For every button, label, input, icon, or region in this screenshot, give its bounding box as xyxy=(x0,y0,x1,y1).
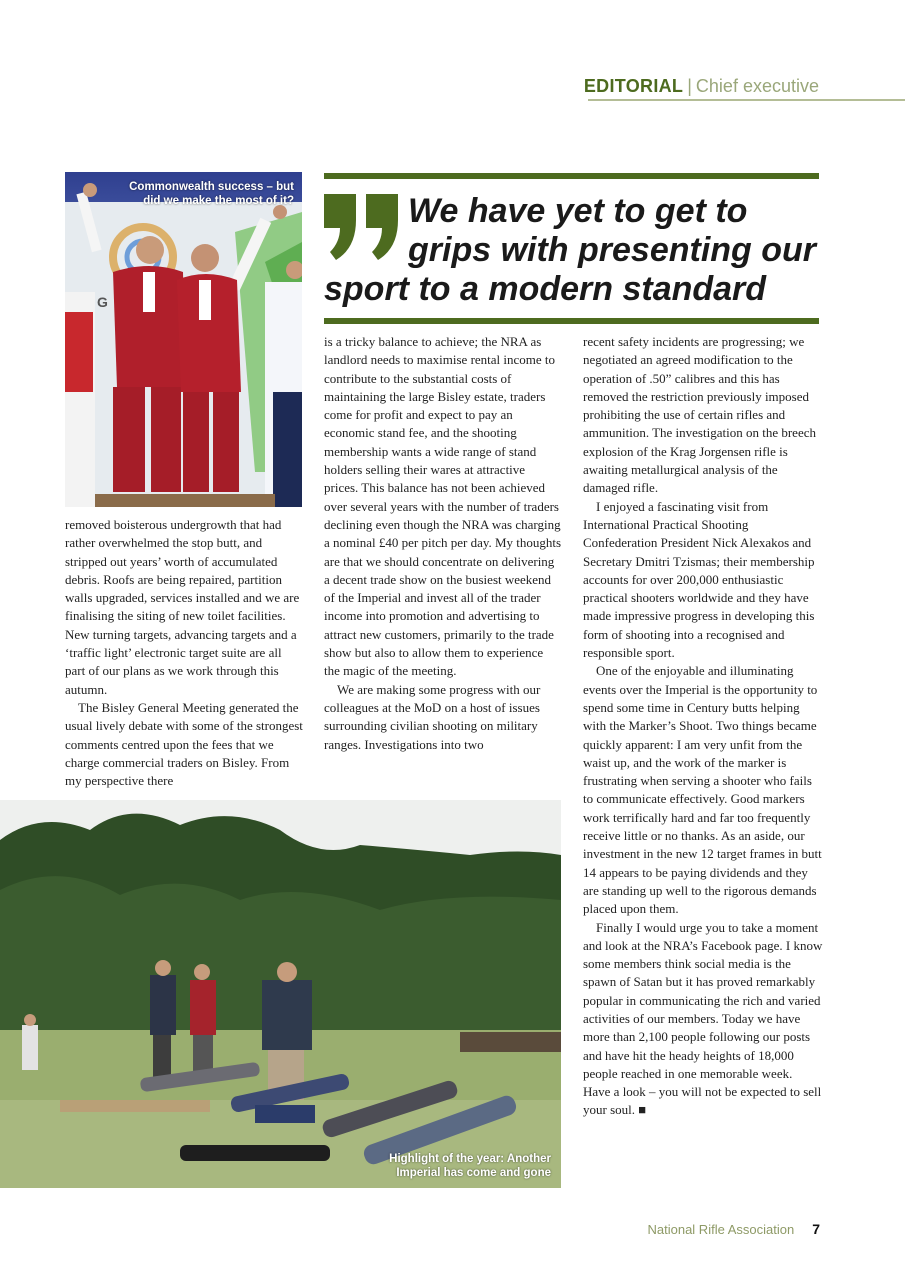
publication-name: National Rifle Association xyxy=(647,1222,795,1237)
article-column-3 xyxy=(583,333,823,1120)
range-photo xyxy=(0,800,561,1188)
pull-quote xyxy=(324,192,819,309)
quote-rule-top xyxy=(324,173,819,179)
pull-quote-line-2: grips with presenting our xyxy=(408,231,817,269)
paragraph: recent safety incidents are progressing; we negotiated an agreed modification to the operation of .50” calibres and this has removed the restriction previously imposed prohibiting the use of certain rifles and ammunition. The investigation on the breech explosion of the Krag Jorgensen rifle is awaiting metallurgical analysis of the damaged rifle. xyxy=(583,334,816,496)
section-subtitle: Chief executive xyxy=(695,76,819,96)
article-column-1 xyxy=(65,516,305,790)
section-header xyxy=(584,76,819,97)
paragraph: We are making some progress with our colleagues at the MoD on a host of issues surrounding civilian shooting on military ranges. Investigations into two xyxy=(324,681,541,752)
section-title: EDITORIAL xyxy=(583,76,684,96)
pull-quote-line-3: sport to a modern standard xyxy=(324,270,767,308)
paragraph: The Bisley General Meeting generated the usual lively debate with some of the strongest comments centred upon the fees that we charge commercial traders on Bisley. From my perspective there xyxy=(65,699,303,789)
pull-quote-line-1: We have yet to get to xyxy=(408,192,748,230)
paragraph: One of the enjoyable and illuminating events over the Imperial is the opportunity to spend some time in Century butts helping with the Marker’s Shoot. Two things became quickly apparent: I am very unfit from the waist up, and the work of the marker is frustrating when serving a shooter who fails to communicate effectively. Good markers work terrifically hard and far too frequently receive little or no thanks. As an aside, our investment in the new 12 target frames in butt 14 appears to be paying dividends and they are standing up well to the rigorous demands placed upon them. xyxy=(583,663,822,917)
header-separator: | xyxy=(687,76,692,96)
photo-caption-bottom: Highlight of the year: Another Imperial has come and gone xyxy=(389,1153,551,1179)
paragraph: I enjoyed a fascinating visit from International Practical Shooting Confederation President Nick Alexakos and Secretary Dmitri Tzismas; their membership accounts for over 200,000 enthusiastic practical shooters worldwide and they have made impressive progress in developing this form of shooting into a recognised and responsible sport. xyxy=(583,498,815,661)
page-number: 7 xyxy=(812,1221,820,1237)
paragraph: is a tricky balance to achieve; the NRA as landlord needs to maximise rental income to contribute to the substantial costs of maintaining the large Bisley estate, traders come for profit and expect to pay an economic stand fee, and the shooting membership wants a wide range of stand holders selling their wares at attractive prices. This balance has not been achieved over several years with the number of traders declining even though the NRA was charging a nominal £40 per pitch per day. My thoughts are that we should concentrate on delivering a decent trade show on the busiest weekend of the Imperial and invest all of the trader income into promotion and advertising to attract new customers, primarily to the trade show but also to allow them to experience the magic of the meeting. xyxy=(324,334,562,679)
article-column-2 xyxy=(324,333,562,754)
quote-rule-bottom xyxy=(324,318,819,324)
page-footer xyxy=(648,1221,821,1237)
header-rule xyxy=(588,99,905,101)
range-illustration xyxy=(0,800,561,1188)
paragraph: removed boisterous undergrowth that had rather overwhelmed the stop butt, and stripped out years’ worth of accumulated debris. Roofs are being repaired, partition walls upgraded, services installed and we are finalising the siting of new toilet facilities. New turning targets, advancing targets and a ‘traffic light’ electronic target suite are all part of our plans as we work through this autumn. xyxy=(65,517,300,697)
photo-caption-top: Commonwealth success – but did we make the most of it? xyxy=(129,181,294,207)
paragraph: Finally I would urge you to take a moment and look at the NRA’s Facebook page. I know some members think social media is the spawn of Satan but it has proved remarkably popular in communicating the rich and varied activities of our members. Today we have more than 2,100 people following our posts and have hit the heady heights of 18,000 people reached in one memorable week. Have a look – you will not be expected to sell your soul. ■ xyxy=(583,919,823,1118)
podium-illustration xyxy=(65,172,302,507)
commonwealth-photo xyxy=(65,172,302,507)
banner-letter: G xyxy=(97,294,108,310)
